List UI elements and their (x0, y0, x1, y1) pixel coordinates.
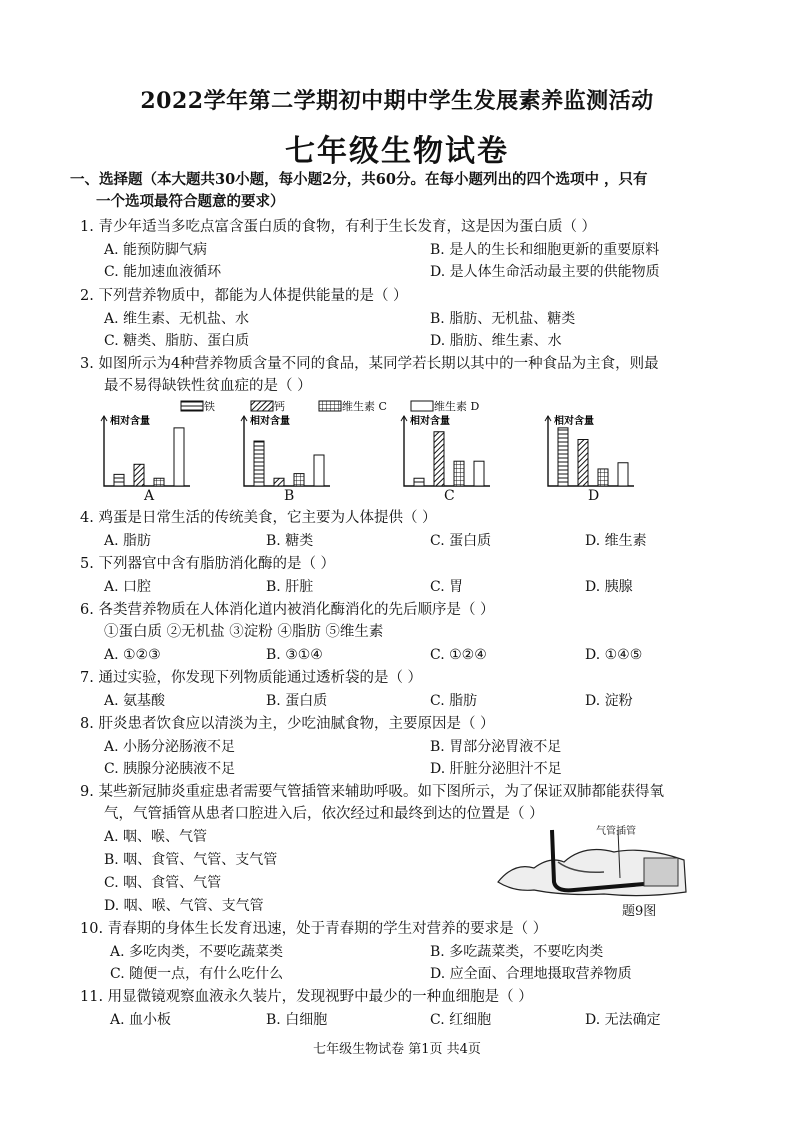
question-9-option-c: C. 咽、食管、气管 (104, 875, 222, 891)
question-1-stem: 1. 青少年适当多吃点富含蛋白质的食物，有利于生长发育，这是因为蛋白质（ ） (80, 219, 597, 235)
chart-C-bar-1 (414, 478, 424, 486)
exam-subtitle: 七年级生物试卷 (285, 134, 509, 169)
figure-3-charts (0, 412, 794, 522)
question-7-option-c: C. 脂肪 (430, 693, 478, 709)
question-4-option-c: C. 蛋白质 (430, 533, 492, 549)
legend-vitamin-d-swatch (410, 400, 434, 412)
chart-C-bar-2 (434, 432, 444, 486)
chart-A-bar-2 (134, 464, 144, 486)
question-6-items: ①蛋白质 ②无机盐 ③淀粉 ④脂肪 ⑤维生素 (104, 624, 384, 640)
question-5-option-a: A. 口腔 (104, 579, 152, 595)
question-2-option-c: C. 糖类、脂肪、蛋白质 (104, 333, 250, 349)
question-7-stem: 7. 通过实验，你发现下列物质能通过透析袋的是（ ） (80, 670, 423, 686)
legend-calcium-swatch (250, 400, 274, 412)
question-9-option-b: B. 咽、食管、气管、支气管 (104, 852, 278, 868)
question-11-option-c: C. 红细胞 (430, 1012, 492, 1028)
legend-calcium-label: 钙 (274, 400, 285, 413)
question-8-option-a: A. 小肠分泌肠液不足 (104, 739, 236, 755)
question-7-option-a: A. 氨基酸 (104, 693, 166, 709)
question-2-option-a: A. 维生素、无机盐、水 (104, 311, 250, 327)
question-10-option-b: B. 多吃蔬菜类，不要吃肉类 (430, 944, 604, 960)
exam-header-title: 2022学年第二学期初中期中学生发展素养监测活动 (140, 88, 654, 114)
legend-iron-swatch (180, 400, 204, 412)
question-8-stem: 8. 肝炎患者饮食应以清淡为主，少吃油腻食物，主要原因是（ ） (80, 716, 495, 732)
chart-A-label: A (144, 488, 155, 504)
page-footer: 七年级生物试卷 第1页 共4页 (313, 1042, 481, 1057)
chart-B-bar-3 (294, 474, 304, 486)
question-9-option-d: D. 咽、喉、气管、支气管 (104, 898, 264, 914)
chart-A-bar-3 (154, 478, 164, 486)
question-9-stem-line2: 气，气管插管从患者口腔进入后，依次经过和最终到达的位置是（ ） (104, 806, 544, 822)
question-8-option-c: C. 胰腺分泌胰液不足 (104, 761, 236, 777)
chart-B-bar-2 (274, 478, 284, 486)
question-6-stem: 6. 各类营养物质在人体消化道内被消化酶消化的先后顺序是（ ） (80, 602, 495, 618)
chart-D-ylabel: 相对含量 (554, 416, 594, 427)
question-3-stem-line2: 最不易得缺铁性贫血症的是（ ） (104, 378, 312, 394)
question-7-option-b: B. 蛋白质 (266, 693, 328, 709)
section-heading-line1: 一、选择题（本大题共30小题，每小题2分，共60分。在每小题列出的四个选项中 ，只有 (70, 171, 648, 188)
chart-D-bar-1 (558, 428, 568, 486)
chart-C-ylabel: 相对含量 (410, 416, 450, 427)
question-1-option-c: C. 能加速血液循环 (104, 264, 222, 280)
question-4-option-b: B. 糖类 (266, 533, 314, 549)
section-heading-line2: 一个选项最符合题意的要求） (96, 193, 285, 210)
question-2-stem: 2. 下列营养物质中，都能为人体提供能量的是（ ） (80, 288, 408, 304)
figure-9-label: 气管插管 (596, 826, 636, 837)
question-10-option-c: C. 随便一点，有什么吃什么 (110, 966, 284, 982)
figure-9-intubation-illustration (494, 822, 694, 902)
chart-C-bar-3 (454, 461, 464, 486)
question-4-option-a: A. 脂肪 (104, 533, 152, 549)
figure-9-caption: 题9图 (622, 904, 657, 919)
chart-D-label: D (588, 488, 600, 504)
chart-C-bar-4 (474, 461, 484, 486)
legend-vitamin-c-label: 维生素 C (342, 400, 387, 413)
chart-B-ylabel: 相对含量 (250, 416, 290, 427)
chart-B-bar-1 (254, 441, 264, 486)
legend-iron-label: 铁 (204, 400, 215, 413)
chart-A-bar-1 (114, 474, 124, 486)
question-2-option-b: B. 脂肪、无机盐、糖类 (430, 311, 576, 327)
question-10-option-a: A. 多吃肉类，不要吃蔬菜类 (110, 944, 284, 960)
question-9-option-a: A. 咽、喉、气管 (104, 829, 208, 845)
lungs-region (644, 858, 678, 886)
question-6-option-b: B. ③①④ (266, 647, 323, 663)
legend-vitamin-c-swatch (318, 400, 342, 412)
question-4-stem: 4. 鸡蛋是日常生活的传统美食，它主要为人体提供（ ） (80, 510, 437, 526)
question-5-option-d: D. 胰腺 (585, 579, 633, 595)
question-11-option-d: D. 无法确定 (585, 1012, 661, 1028)
question-6-option-c: C. ①②④ (430, 647, 487, 663)
question-11-stem: 11. 用显微镜观察血液永久装片，发现视野中最少的一种血细胞是（ ） (80, 989, 533, 1005)
question-1-option-d: D. 是人体生命活动最主要的供能物质 (430, 264, 660, 280)
question-5-stem: 5. 下列器官中含有脂肪消化酶的是（ ） (80, 556, 336, 572)
question-1-option-a: A. 能预防脚气病 (104, 242, 208, 258)
chart-A-ylabel: 相对含量 (110, 416, 150, 427)
chart-C-label: C (444, 488, 455, 504)
legend-vitamin-d-label: 维生素 D (434, 400, 480, 413)
question-9-stem-line1: 9. 某些新冠肺炎重症患者需要气管插管来辅助呼吸。如下图所示，为了保证双肺都能获得氧 (80, 784, 664, 800)
question-5-option-b: B. 肝脏 (266, 579, 314, 595)
chart-B-bar-4 (314, 455, 324, 486)
question-7-option-d: D. 淀粉 (585, 693, 633, 709)
chart-D-bar-4 (618, 463, 628, 486)
question-10-option-d: D. 应全面、合理地摄取营养物质 (430, 966, 632, 982)
chart-D-bar-2 (578, 440, 588, 487)
chart-A-bar-4 (174, 428, 184, 486)
question-2-option-d: D. 脂肪、维生素、水 (430, 333, 562, 349)
chart-B-label: B (284, 488, 295, 504)
question-4-option-d: D. 维生素 (585, 533, 647, 549)
question-10-stem: 10. 青春期的身体生长发育迅速，处于青春期的学生对营养的要求是（ ） (80, 921, 548, 937)
question-1-option-b: B. 是人的生长和细胞更新的重要原料 (430, 242, 660, 258)
question-11-option-a: A. 血小板 (110, 1012, 172, 1028)
chart-D-bar-3 (598, 469, 608, 486)
question-8-option-b: B. 胃部分泌胃液不足 (430, 739, 562, 755)
question-6-option-a: A. ①②③ (104, 647, 161, 663)
question-8-option-d: D. 肝脏分泌胆汁不足 (430, 761, 562, 777)
question-3-stem-line1: 3. 如图所示为4种营养物质含量不同的食品，某同学若长期以其中的一种食品为主食，则最 (80, 356, 659, 372)
question-11-option-b: B. 白细胞 (266, 1012, 328, 1028)
question-6-option-d: D. ①④⑤ (585, 647, 643, 663)
question-5-option-c: C. 胃 (430, 579, 464, 595)
